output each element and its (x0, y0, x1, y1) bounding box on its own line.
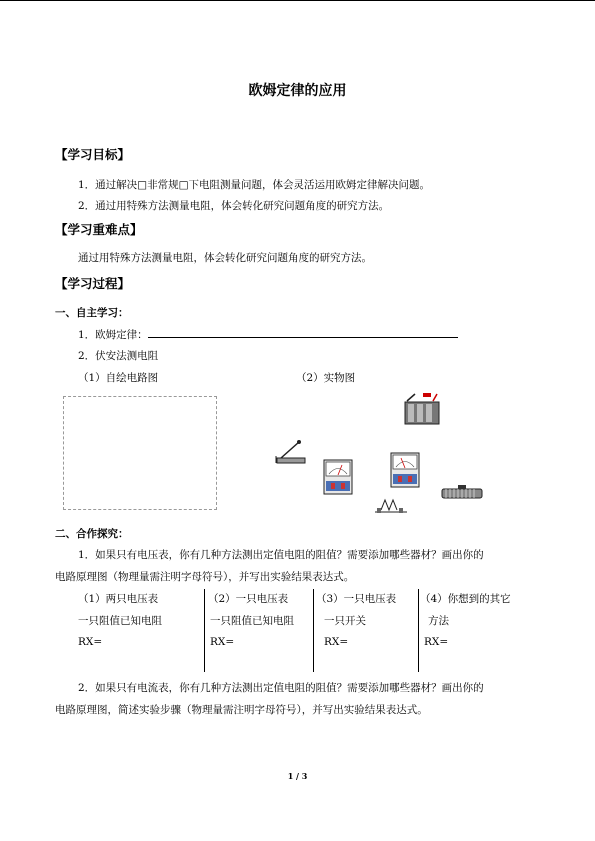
page-title: 欧姆定律的应用 (248, 83, 347, 99)
ammeter-icon (390, 452, 420, 488)
method-4-rx: RX= (424, 636, 449, 648)
column-divider (204, 589, 205, 672)
method-4-heading: （4）你想到的其它 (420, 593, 511, 605)
part1-heading: 一、自主学习： (55, 307, 129, 319)
question2-line1: 2．如果只有电流表，你有几种方法测出定值电阻的阻值？需要添加哪些器材？画出你的 (78, 682, 484, 694)
section-heading-process: 【学习过程】 (55, 276, 131, 291)
question1-line1: 1．如果只有电压表，你有几种方法测出定值电阻的阻值？需要添加哪些器材？画出你的 (78, 549, 484, 561)
circuit-drawing-box[interactable] (63, 396, 217, 510)
method-4-detail: 方法 (428, 615, 449, 627)
method-3-detail: 一只开关 (324, 615, 366, 627)
method-1-detail: 一只阻值已知电阻 (78, 615, 162, 627)
rheostat-icon (440, 484, 484, 502)
switch-icon (275, 438, 307, 466)
method-2-detail: 一只阻值已知电阻 (210, 615, 294, 627)
ohm-law-blank[interactable] (148, 328, 458, 338)
question1-line2: 电路原理图（物理量需注明字母符号），并写出实验结果表达式。 (55, 571, 355, 583)
method-2-heading: （2）一只电压表 (208, 593, 289, 605)
voltmeter-icon (323, 459, 353, 495)
battery-icon (403, 392, 443, 426)
column-divider (418, 589, 419, 672)
part2-heading: 二、合作探究： (55, 528, 129, 540)
question2-line2: 电路原理图，简述实验步骤（物理量需注明字母符号），并写出实验结果表达式。 (55, 704, 428, 716)
method-1-heading: （1）两只电压表 (78, 593, 159, 605)
method-1-rx: RX= (78, 636, 103, 648)
key-points-text: 通过用特殊方法测量电阻，体会转化研究问题角度的研究方法。 (78, 252, 372, 264)
goal-item-2: 2．通过用特殊方法测量电阻，体会转化研究问题角度的研究方法。 (78, 200, 390, 212)
method-3-heading: （3）一只电压表 (316, 593, 397, 605)
resistor-icon (373, 494, 409, 516)
section-heading-key-points: 【学习重难点】 (55, 222, 143, 237)
goal-item-1: 1．通过解决□非常规□下电阻测量问题，体会灵活运用欧姆定律解决问题。 (78, 179, 431, 191)
page-number: 1 / 3 (287, 771, 308, 781)
sub-circuit-diagram-label: （1）自绘电路图 (78, 372, 159, 384)
method-3-rx: RX= (324, 636, 349, 648)
sub-physical-diagram-label: （2）实物图 (296, 372, 356, 384)
section-heading-goals: 【学习目标】 (55, 147, 131, 162)
method-2-rx: RX= (210, 636, 235, 648)
ohm-law-prompt (78, 327, 458, 342)
page-top-border (0, 0, 595, 1)
volt-amp-method: 2．伏安法测电阻 (78, 350, 159, 362)
ohm-law-label: 1．欧姆定律： (78, 329, 148, 341)
column-divider (313, 589, 314, 672)
